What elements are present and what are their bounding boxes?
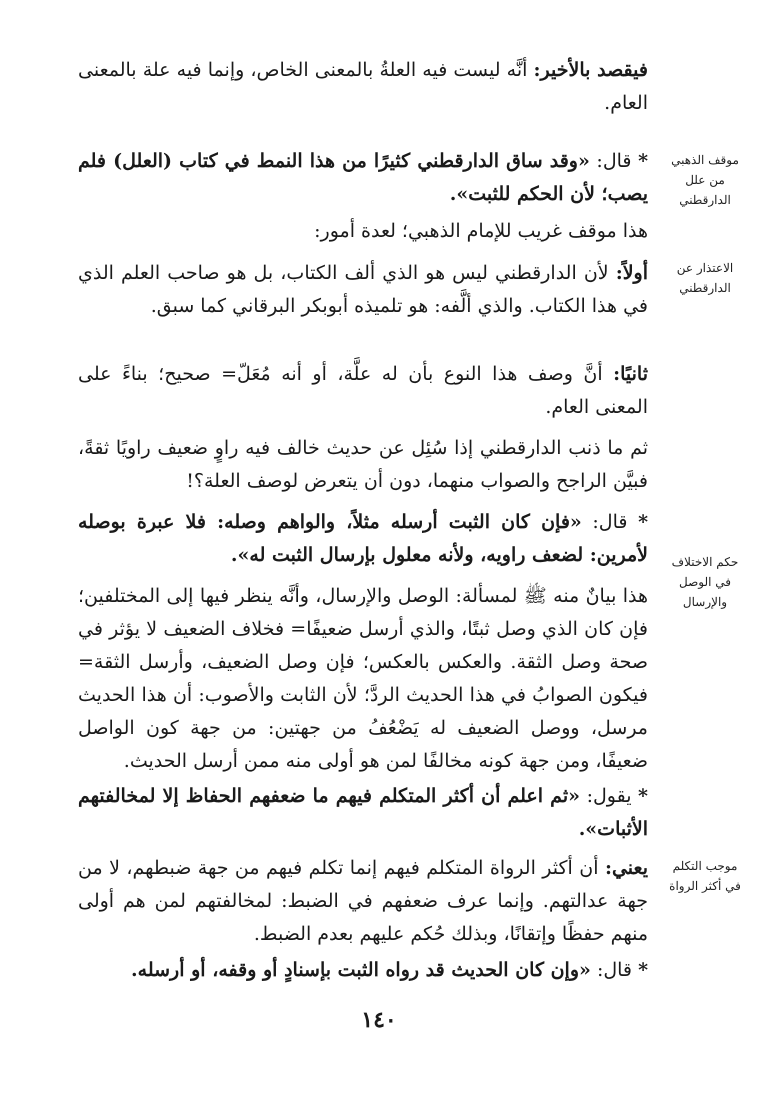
paragraph	[78, 54, 648, 120]
quote-paragraph	[78, 954, 648, 987]
paragraph-lead: يعني:	[604, 857, 648, 879]
page-number: ١٤٠	[361, 1007, 397, 1033]
margin-note: موجب التكلم في أكثر الرواة	[669, 859, 741, 893]
paragraph-lead: ثانيًا:	[613, 363, 648, 385]
quote-text: «وقد ساق الدارقطني كثيرًا من هذا النمط في كتاب (العلل) فلم يصب؛ لأن الحكم للثبت».	[78, 150, 648, 205]
quote-label: قال:	[592, 511, 628, 533]
paragraph-text: لأن الدارقطني ليس هو الذي ألف الكتاب، بل هو صاحب العلم الذي في هذا الكتاب. والذي ألَّفه: هو تلميذه أبوبكر البرقاني كما سبق.	[78, 262, 648, 317]
paragraph	[78, 580, 648, 778]
paragraph-text: هذا موقف غريب للإمام الذهبي؛ لعدة أمور:	[314, 220, 648, 242]
margin-note: حكم الاختلاف في الوصل والإرسال	[671, 555, 739, 609]
paragraph	[78, 432, 648, 498]
paragraph-text: هذا بيانٌ منه ﷺ لمسألة: الوصل والإرسال، وأنَّه ينظر فيها إلى المختلفين؛ فإن كان الذي وصل ثبتًا، والذي أرسل ضعيفًا= فخلاف الضعيف لا يؤثر في صحة وصل الثقة. والعكس بالعكس؛ فإن وصل الضعيف، وأرسل الثقة= فيكون الصوابُ في هذا الحديث الردَّ؛ لأن الثابت والأصوب: أن هذا الحديث مرسل، ووصل الضعيف له يَضْعُفُ من جهتين: من جهة كون الواصل ضعيفًا، ومن جهة كونه مخالفًا لمن هو أولى منه ممن أرسل الحديث.	[78, 585, 648, 772]
quote-paragraph	[78, 506, 648, 572]
paragraph	[78, 215, 648, 248]
quote-label: قال:	[596, 959, 633, 981]
quote-paragraph	[78, 780, 648, 846]
quote-label: يقول:	[586, 785, 632, 807]
margin-note: الاعتذار عن الدارقطني	[676, 261, 734, 295]
quote-text: «وإن كان الحديث قد رواه الثبت بإسنادٍ أو وقفه، أو أرسله.	[131, 959, 591, 981]
paragraph-lead: أولاً:	[615, 262, 648, 284]
star-marker: *	[638, 511, 648, 533]
quote-text: «فإن كان الثبت أرسله مثلاً، والواهم وصله: فلا عبرة بوصله لأمرين: لضعف راويه، ولأنه معلول بإرسال الثبت له».	[78, 511, 648, 566]
quote-label: قال:	[596, 150, 632, 172]
paragraph-lead: فيقصد بالأخير:	[533, 59, 648, 81]
margin-note: موقف الذهبي من علل الدارقطني	[671, 153, 739, 207]
star-marker: *	[638, 150, 648, 172]
star-marker: *	[638, 959, 648, 981]
paragraph-text: أن أكثر الرواة المتكلم فيهم إنما تكلم فيهم من جهة ضبطهم، لا من جهة عدالتهم. وإنما عرف ضعفهم في الضبط: لمخالفتهم لمن هم أولى منهم حفظًا وإتقانًا، وبذلك حُكم عليهم بعدم الضبط.	[78, 857, 648, 945]
paragraph-text: أنَّه ليست فيه العلةُ بالمعنى الخاص، وإنما فيه علة بالمعنى العام.	[78, 59, 648, 114]
paragraph	[78, 358, 648, 424]
paragraph	[78, 852, 648, 951]
quote-paragraph	[78, 145, 648, 211]
quote-text: «ثم اعلم أن أكثر المتكلم فيهم ما ضعفهم الحفاظ إلا لمخالفتهم الأثبات».	[78, 785, 648, 840]
paragraph-text: أنَّ وصف هذا النوع بأن له علَّة، أو أنه مُعَلّ= صحيح؛ بناءً على المعنى العام.	[78, 363, 648, 418]
paragraph	[78, 257, 648, 323]
star-marker: *	[638, 785, 648, 807]
paragraph-text: ثم ما ذنب الدارقطني إذا سُئِل عن حديث خالف فيه راوٍ ضعيف راويًا ثقةً، فبيَّن الراجح والصواب منهما، دون أن يتعرض لوصف العلة؟!	[78, 437, 648, 492]
